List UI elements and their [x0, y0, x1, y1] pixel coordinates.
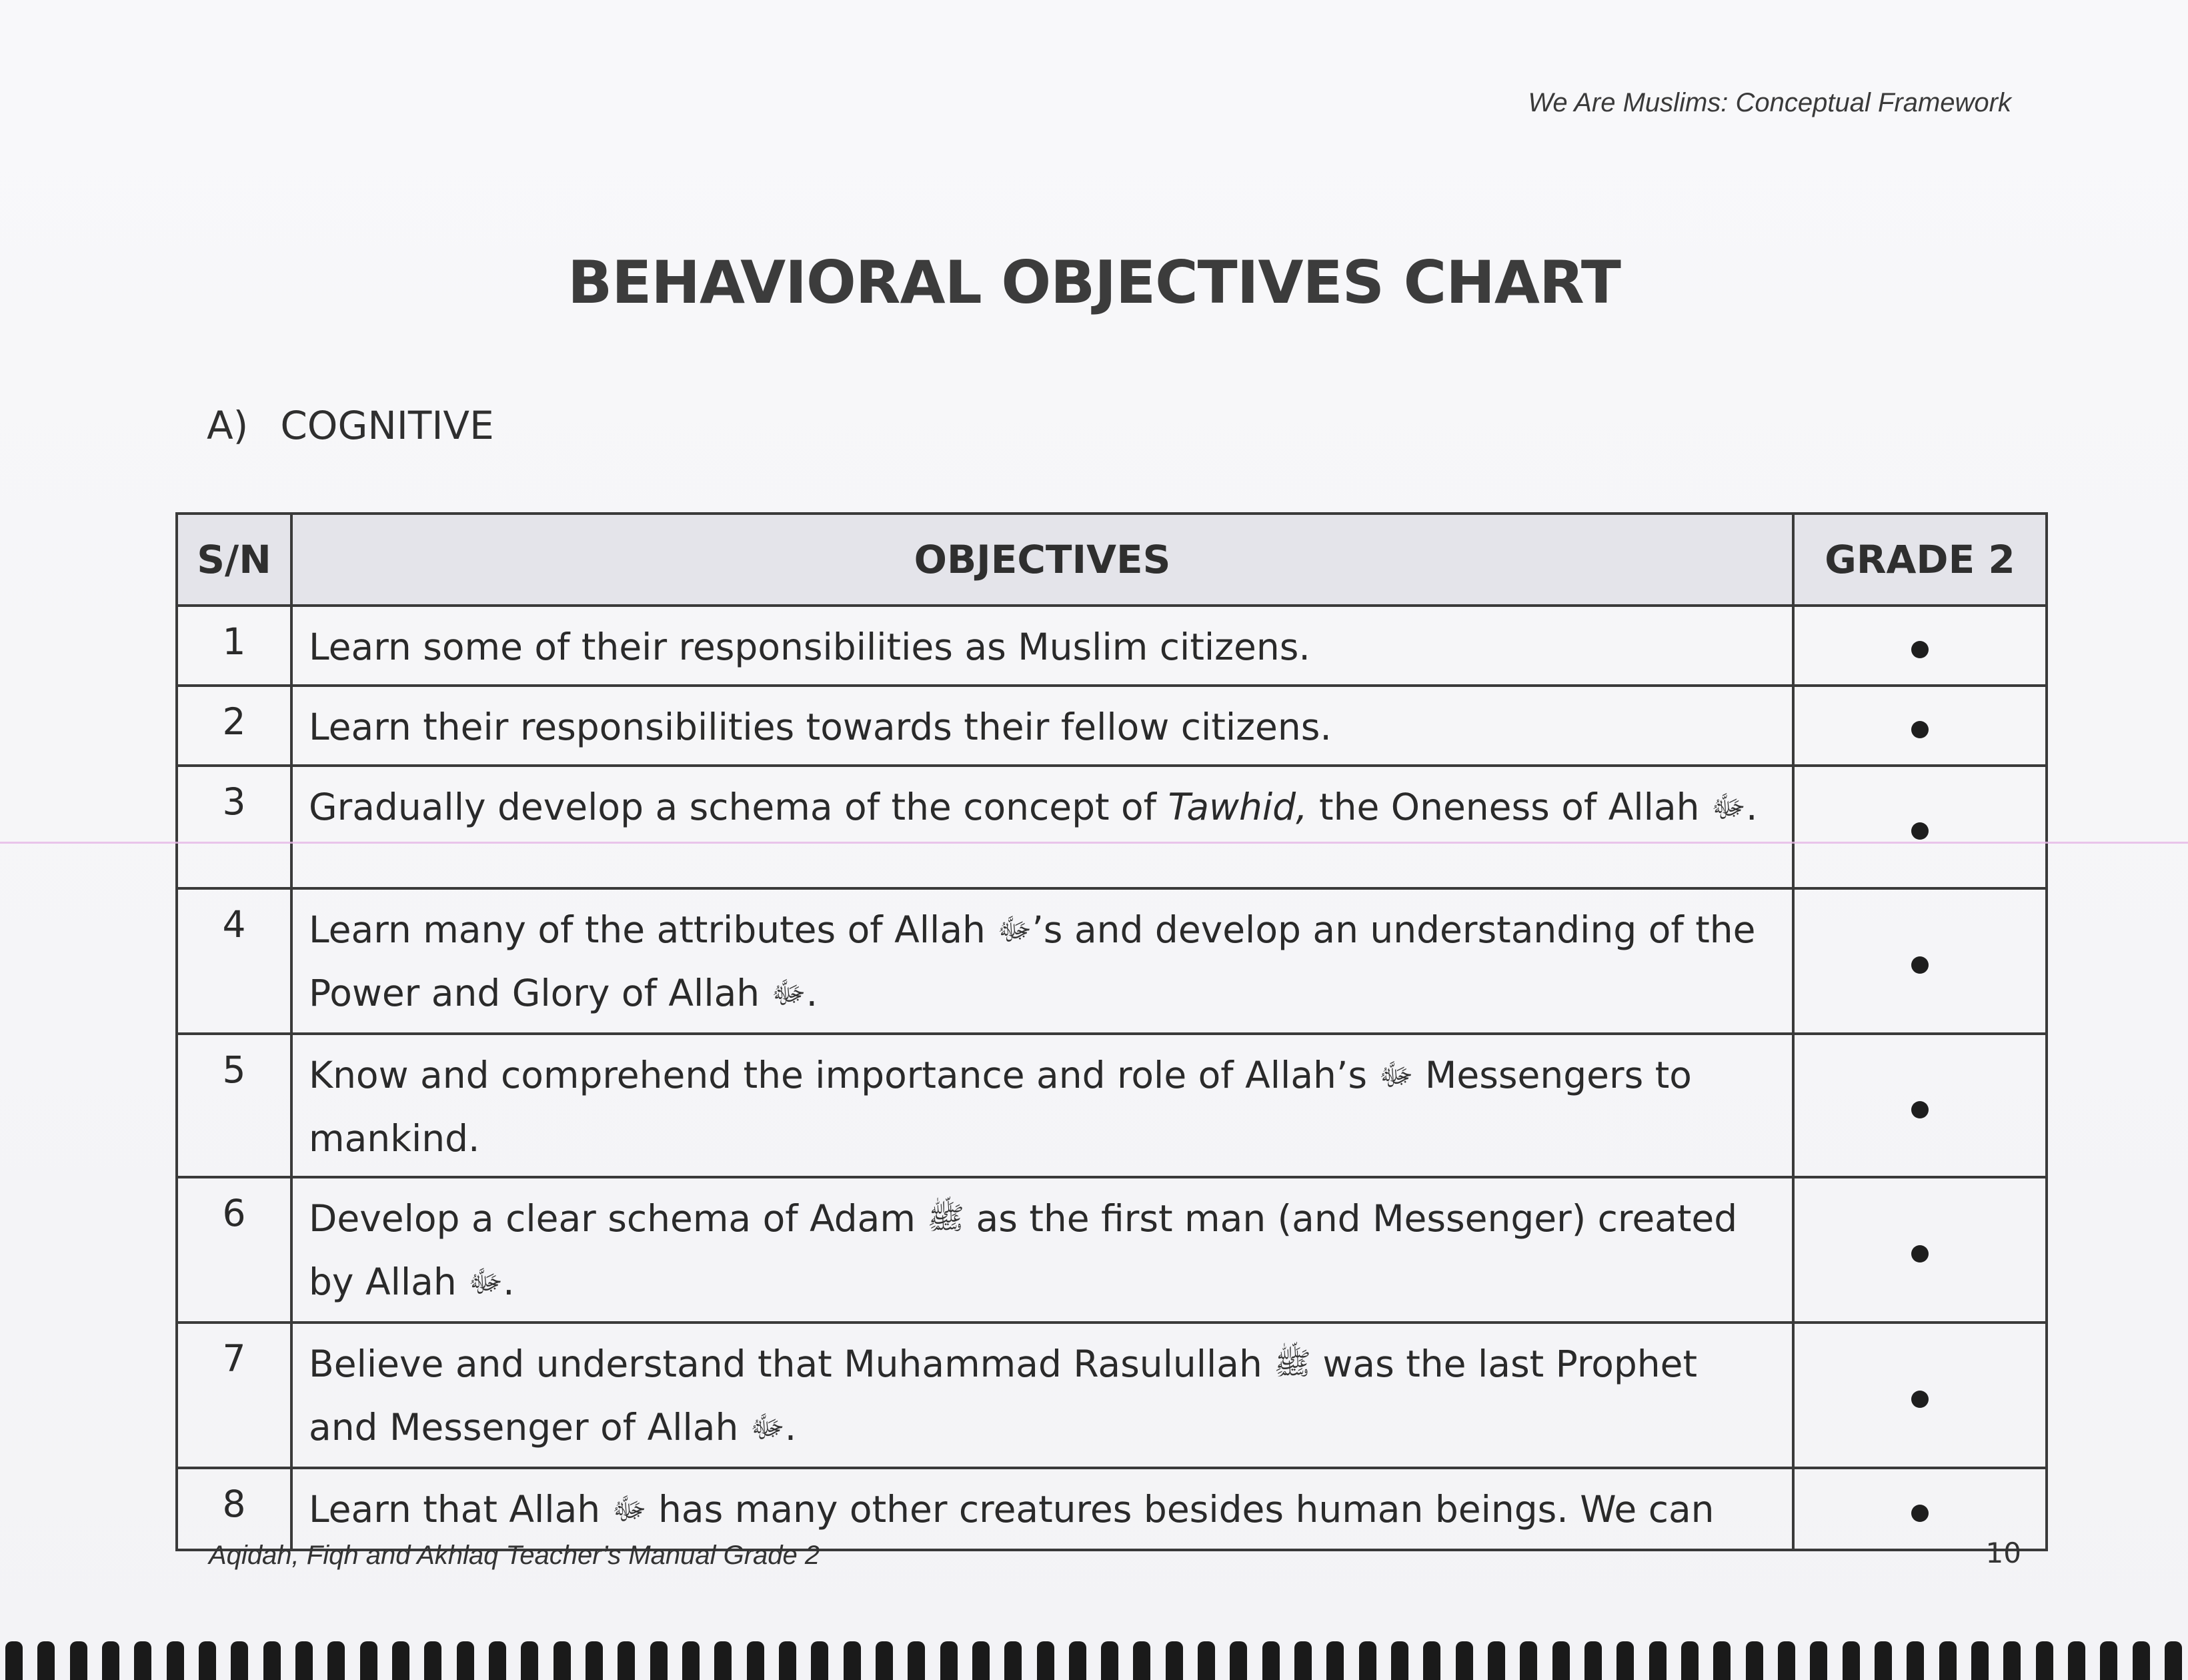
row-number: 8 — [177, 1468, 291, 1550]
table-row — [177, 1034, 2047, 1177]
objective-text — [291, 686, 1793, 766]
binding-ring — [231, 1641, 248, 1680]
objective-part: . — [784, 1406, 797, 1449]
objective-part: Learn that Allah — [309, 1488, 601, 1531]
binding-ring — [2100, 1641, 2117, 1680]
binding-ring — [1971, 1641, 1989, 1680]
binding-ring — [2036, 1641, 2053, 1680]
objective-text — [291, 1177, 1793, 1323]
grade-cell — [1793, 1034, 2047, 1177]
binding-ring — [811, 1641, 828, 1680]
objective-text — [291, 1034, 1793, 1177]
binding-ring — [1713, 1641, 1731, 1680]
binding-ring — [554, 1641, 571, 1680]
honorific-icon: ﷻ — [771, 974, 806, 1010]
honorific-icon: ﷻ — [1378, 1056, 1414, 1092]
binding-ring — [1133, 1641, 1150, 1680]
footer-book-title: Aqidah, Fiqh and Akhlaq Teacher’s Manual Grade 2 — [209, 1541, 820, 1570]
objective-part: has many other creatures besides human beings. We can — [646, 1488, 1715, 1531]
grade-cell — [1793, 1177, 2047, 1323]
grade-cell — [1793, 888, 2047, 1034]
binding-ring — [327, 1641, 345, 1680]
binding-ring — [876, 1641, 893, 1680]
spiral-binding — [0, 1641, 2188, 1680]
binding-ring — [457, 1641, 474, 1680]
bullet-dot-icon — [1911, 1101, 1929, 1118]
binding-ring — [199, 1641, 216, 1680]
table-row — [177, 686, 2047, 766]
bullet-dot-icon — [1911, 956, 1929, 974]
objective-part: Learn their responsibilities towards their fellow citizens. — [309, 706, 1332, 748]
binding-ring — [1649, 1641, 1667, 1680]
row-number: 7 — [177, 1323, 291, 1468]
row-number: 4 — [177, 888, 291, 1034]
binding-ring — [1939, 1641, 1957, 1680]
objectives-table — [175, 512, 2048, 1551]
objective-text — [291, 1323, 1793, 1468]
honorific-icon: ﷻ — [468, 1263, 503, 1299]
binding-ring — [1488, 1641, 1505, 1680]
binding-ring — [1359, 1641, 1376, 1680]
objective-text — [291, 1468, 1793, 1550]
binding-ring — [618, 1641, 635, 1680]
objective-text — [291, 606, 1793, 686]
binding-ring — [1456, 1641, 1473, 1680]
binding-ring — [1520, 1641, 1537, 1680]
binding-ring — [1069, 1641, 1086, 1680]
binding-ring — [102, 1641, 119, 1680]
binding-ring — [1552, 1641, 1570, 1680]
objective-part: Learn some of their responsibilities as Muslim citizens. — [309, 626, 1310, 668]
objective-part: as the first man (and Messenger) created by Allah — [309, 1197, 1738, 1303]
binding-ring — [1101, 1641, 1118, 1680]
table-row — [177, 606, 2047, 686]
binding-ring — [714, 1641, 732, 1680]
objective-part: . — [1745, 786, 1758, 828]
row-number: 3 — [177, 766, 291, 888]
objective-italic-term: Tawhid, — [1168, 786, 1308, 828]
peace-upon-him-icon: ﷺ — [927, 1200, 965, 1236]
section-heading — [207, 403, 494, 448]
honorific-icon: ﷻ — [997, 911, 1032, 947]
grade-cell — [1793, 766, 2047, 888]
binding-ring — [489, 1641, 506, 1680]
binding-ring — [1810, 1641, 1827, 1680]
binding-ring — [424, 1641, 441, 1680]
grade-cell — [1793, 686, 2047, 766]
section-letter: A) — [207, 403, 249, 448]
binding-ring — [747, 1641, 764, 1680]
binding-ring — [1198, 1641, 1215, 1680]
binding-ring — [295, 1641, 313, 1680]
binding-ring — [908, 1641, 925, 1680]
objective-part: Learn many of the attributes of Allah — [309, 908, 986, 951]
binding-ring — [1166, 1641, 1183, 1680]
table-row — [177, 1468, 2047, 1550]
binding-ring — [1616, 1641, 1634, 1680]
header-grade: GRADE 2 — [1793, 514, 2047, 606]
binding-ring — [5, 1641, 23, 1680]
binding-ring — [263, 1641, 281, 1680]
row-number: 6 — [177, 1177, 291, 1323]
binding-ring — [972, 1641, 990, 1680]
binding-ring — [1584, 1641, 1602, 1680]
binding-ring — [844, 1641, 861, 1680]
objective-part: the Oneness of Allah — [1307, 786, 1700, 828]
row-number: 2 — [177, 686, 291, 766]
binding-ring — [1423, 1641, 1440, 1680]
binding-ring — [1262, 1641, 1280, 1680]
binding-ring — [1746, 1641, 1763, 1680]
peace-upon-him-icon: ﷺ — [1274, 1345, 1311, 1381]
honorific-icon: ﷻ — [1711, 788, 1746, 824]
binding-ring — [2068, 1641, 2085, 1680]
table-header-row — [177, 514, 2047, 606]
binding-ring — [521, 1641, 538, 1680]
binding-ring — [1843, 1641, 1860, 1680]
binding-ring — [1391, 1641, 1408, 1680]
grade-cell — [1793, 1323, 2047, 1468]
binding-ring — [392, 1641, 409, 1680]
bullet-dot-icon — [1911, 1245, 1929, 1263]
binding-ring — [2003, 1641, 2021, 1680]
objective-part: Gradually develop a schema of the concept of — [309, 786, 1168, 828]
objective-text — [291, 888, 1793, 1034]
running-header: We Are Muslims: Conceptual Framework — [1528, 88, 2011, 117]
objective-text — [291, 766, 1793, 888]
scan-artifact-line — [0, 842, 2188, 844]
binding-ring — [940, 1641, 958, 1680]
binding-ring — [1004, 1641, 1022, 1680]
binding-ring — [1326, 1641, 1344, 1680]
section-name: COGNITIVE — [280, 403, 494, 448]
honorific-icon: ﷻ — [612, 1491, 647, 1527]
page-title: BEHAVIORAL OBJECTIVES CHART — [568, 248, 1620, 317]
binding-ring — [1037, 1641, 1054, 1680]
table-row — [177, 1177, 2047, 1323]
table-row — [177, 766, 2047, 888]
binding-ring — [1778, 1641, 1795, 1680]
binding-ring — [586, 1641, 603, 1680]
page-number: 10 — [1985, 1537, 2021, 1569]
objective-part: Messengers to mankind. — [309, 1054, 1692, 1160]
binding-ring — [2165, 1641, 2182, 1680]
bullet-dot-icon — [1911, 721, 1929, 738]
header-sn: S/N — [177, 514, 291, 606]
bullet-dot-icon — [1911, 1505, 1929, 1522]
binding-ring — [70, 1641, 87, 1680]
binding-ring — [1294, 1641, 1312, 1680]
binding-ring — [167, 1641, 184, 1680]
honorific-icon: ﷻ — [750, 1409, 785, 1445]
binding-ring — [2133, 1641, 2150, 1680]
binding-ring — [360, 1641, 377, 1680]
objective-part: Develop a clear schema of Adam — [309, 1197, 916, 1240]
bullet-dot-icon — [1911, 641, 1929, 658]
binding-ring — [650, 1641, 668, 1680]
bullet-dot-icon — [1911, 822, 1929, 840]
binding-ring — [1681, 1641, 1699, 1680]
binding-ring — [1875, 1641, 1892, 1680]
objective-part: Know and comprehend the importance and role of Allah’s — [309, 1054, 1368, 1096]
header-objectives: OBJECTIVES — [291, 514, 1793, 606]
binding-ring — [1230, 1641, 1247, 1680]
binding-ring — [682, 1641, 700, 1680]
table-row — [177, 1323, 2047, 1468]
objective-part: was the last Prophet and Messenger of Allah — [309, 1343, 1698, 1449]
binding-ring — [134, 1641, 151, 1680]
grade-cell — [1793, 606, 2047, 686]
binding-ring — [37, 1641, 55, 1680]
binding-ring — [1907, 1641, 1924, 1680]
objective-part: . — [806, 972, 818, 1014]
objective-part: . — [503, 1261, 515, 1303]
objective-part: Believe and understand that Muhammad Rasulullah — [309, 1343, 1262, 1385]
row-number: 5 — [177, 1034, 291, 1177]
bullet-dot-icon — [1911, 1391, 1929, 1408]
binding-ring — [779, 1641, 796, 1680]
objective-part: ’s and develop an understanding of the Power and Glory of Allah — [309, 908, 1756, 1014]
table-row — [177, 888, 2047, 1034]
row-number: 1 — [177, 606, 291, 686]
